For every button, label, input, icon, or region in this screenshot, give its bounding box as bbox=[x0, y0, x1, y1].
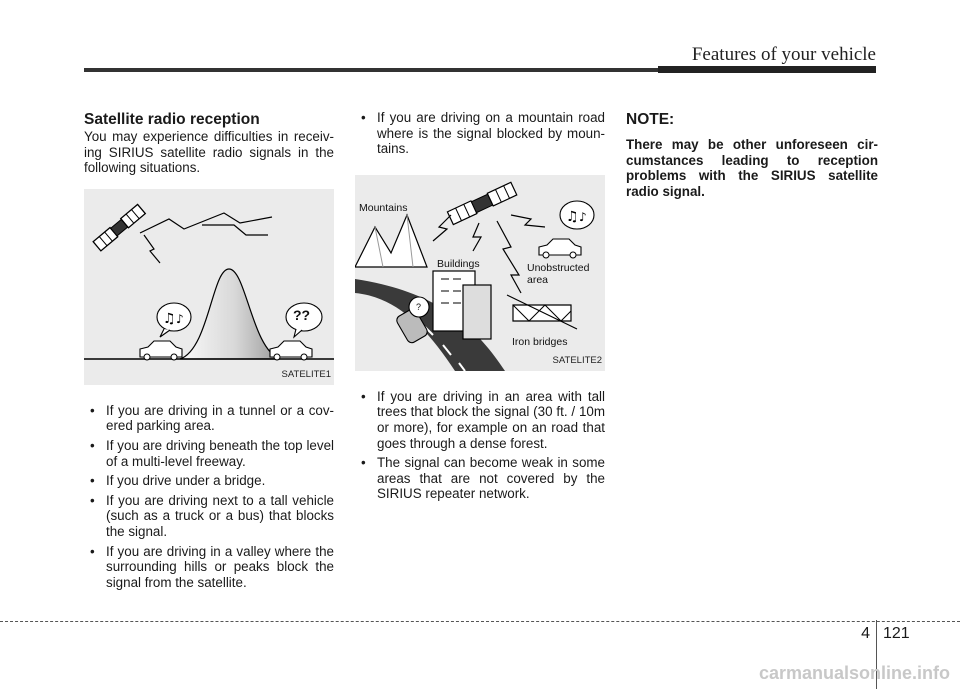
label-unobstructed: Unobstructed bbox=[527, 261, 590, 274]
figure-code: SATELITE2 bbox=[552, 355, 602, 367]
svg-text:♪: ♪ bbox=[176, 311, 184, 326]
signal-bolt-icon bbox=[144, 235, 160, 263]
car-icon bbox=[270, 341, 312, 360]
signal-bolt-icon bbox=[473, 223, 481, 251]
list-item: • If you are driving beneath the top level of a multi-level freeway. bbox=[84, 438, 334, 469]
svg-text:♪: ♪ bbox=[579, 209, 587, 224]
section-title: Satellite radio reception bbox=[84, 111, 260, 128]
bullet-list bbox=[84, 403, 334, 591]
satellite-icon bbox=[93, 204, 145, 250]
list-item: • If you drive under a bridge. bbox=[84, 473, 334, 489]
footer-rule bbox=[0, 621, 960, 622]
label-mountains: Mountains bbox=[359, 201, 408, 214]
running-header: Features of your vehicle bbox=[691, 44, 876, 65]
column-2 bbox=[355, 110, 605, 506]
car-icon bbox=[539, 239, 581, 258]
list-item: • If you are driving in a tunnel or a cov- ered parking area. bbox=[84, 403, 334, 434]
car-icon bbox=[140, 341, 182, 360]
music-note-icon bbox=[560, 201, 594, 229]
mountain-peak bbox=[180, 269, 280, 359]
question-mark: ? bbox=[416, 301, 422, 312]
iron-bridge bbox=[507, 295, 577, 329]
figure-code: SATELITE1 bbox=[281, 369, 331, 381]
signal-bolt-icon bbox=[140, 213, 272, 233]
signal-bolt-icon bbox=[433, 215, 451, 241]
buildings bbox=[433, 271, 491, 339]
list-item: • If you are driving on a mountain road where is the signal blocked by moun- tains. bbox=[355, 110, 605, 157]
music-note-icon bbox=[157, 303, 191, 337]
bullet-list bbox=[355, 110, 605, 157]
svg-text:♫: ♫ bbox=[566, 208, 579, 225]
label-buildings: Buildings bbox=[437, 257, 480, 270]
signal-bolt-icon bbox=[497, 221, 521, 293]
watermark: carmanualsonline.info bbox=[758, 663, 950, 683]
signal-bolt-icon bbox=[202, 225, 268, 235]
list-item: • If you are driving in a valley where the surrounding hills or peaks block the signal from the satellite. bbox=[84, 544, 334, 591]
obstacles-figure bbox=[355, 175, 605, 371]
mountain-peak bbox=[355, 215, 427, 267]
header-rule-accent bbox=[658, 66, 876, 73]
intro-paragraph: You may experience difficulties in receiv- ing SIRIUS satellite radio signals in the following situations. bbox=[84, 129, 334, 176]
satellite-valley-figure bbox=[84, 189, 334, 385]
chapter-number: 4 bbox=[861, 625, 870, 642]
column-3 bbox=[626, 110, 878, 199]
label-area: area bbox=[527, 273, 549, 286]
page-number: 121 bbox=[883, 625, 910, 642]
signal-bolt-icon bbox=[511, 215, 545, 227]
note-title: NOTE: bbox=[626, 111, 675, 128]
column-1 bbox=[84, 110, 334, 594]
satellite-valley-illustration bbox=[84, 189, 334, 385]
list-item: • If you are driving in an area with tall trees that block the signal (30 ft. / 10m or more), for example on an road that goes through a dense forest. bbox=[355, 389, 605, 451]
note-text: There may be other unforeseen cir- cumstances leading to reception problems with the SIRIUS satellite radio signal. bbox=[626, 137, 878, 199]
satellite-icon bbox=[447, 182, 516, 224]
label-iron-bridges: Iron bridges bbox=[512, 335, 568, 348]
svg-text:♫: ♫ bbox=[163, 310, 176, 327]
list-item: • If you are driving next to a tall vehicle (such as a truck or a bus) that blocks the signal. bbox=[84, 493, 334, 540]
list-item: • The signal can become weak in some areas that are not covered by the SIRIUS repeater network. bbox=[355, 455, 605, 502]
bullet-list bbox=[355, 389, 605, 502]
question-marks: ?? bbox=[293, 306, 311, 323]
